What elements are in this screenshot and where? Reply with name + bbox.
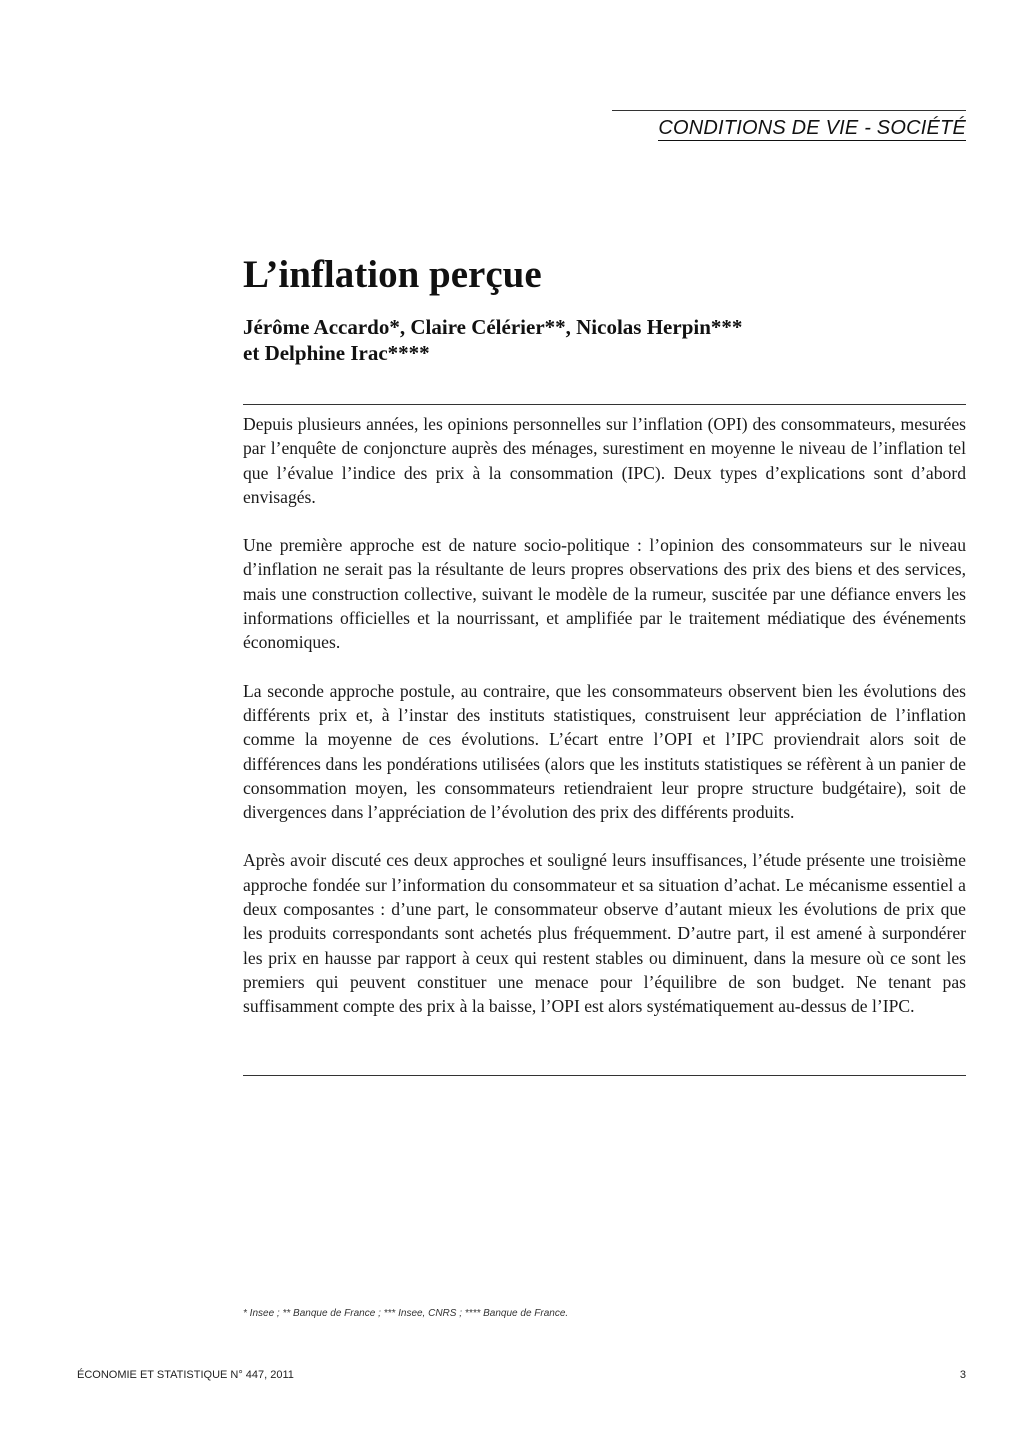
article-title: L’inflation perçue <box>243 253 542 296</box>
author-list <box>243 314 742 366</box>
journal-footer: ÉCONOMIE ET STATISTIQUE N° 447, 2011 <box>77 1369 294 1381</box>
authors-line-2: et Delphine Irac**** <box>243 341 430 365</box>
authors-line-1: Jérôme Accardo*, Claire Célérier**, Nicolas Herpin*** <box>243 315 743 339</box>
abstract-paragraph: Une première approche est de nature socio-politique : l’opinion des consommateurs sur le niveau d’inflation ne serait pas la résultante de leurs propres observations des prix des biens et des services, mais une construction collective, suivant le modèle de la rumeur, suscitée par une défiance envers les informations officielles et la nourrissant, et amplifiée par le traitement médiatique des événements économiques. <box>243 535 966 653</box>
rubric-label: CONDITIONS DE VIE - SOCIÉTÉ <box>658 117 966 139</box>
abstract-box <box>243 404 966 1076</box>
page-number: 3 <box>959 1369 966 1381</box>
author-affiliations-footnote: * Insee ; ** Banque de France ; *** Insee, CNRS ; **** Banque de France. <box>243 1308 569 1319</box>
abstract-paragraph: La seconde approche postule, au contraire, que les consommateurs observent bien les évolutions des différents prix et, à l’instar des instituts statistiques, construisent leur appréciation de l’inflation comme la moyenne de ces évolutions. L’écart entre l’OPI et l’IPC proviendrait alors soit de différences dans les pondérations utilisées (alors que les instituts statistiques se réfèrent à un panier de consommation moyen, les consommateurs retiendraient leur propre structure budgétaire), soit de divergences dans l’appréciation de l’évolution des prix des différents produits. <box>243 680 966 823</box>
abstract-paragraph: Depuis plusieurs années, les opinions personnelles sur l’inflation (OPI) des consommateurs, mesurées par l’enquête de conjoncture auprès des ménages, surestiment en moyenne le niveau de l’inflation tel que l’évalue l’indice des prix à la consommation (IPC). Deux types d’explications sont d’abord envisagés. <box>243 414 966 507</box>
section-rubric <box>612 110 966 140</box>
abstract-paragraph: Après avoir discuté ces deux approches et souligné leurs insuffisances, l’étude présente une troisième approche fondée sur l’information du consommateur et sa situation d’achat. Le mécanisme essentiel a deux composantes : d’une part, le consommateur observe d’autant mieux les évolutions de prix que les produits correspondants sont achetés plus fréquemment. D’autre part, il est amené à surpondérer les prix en hausse par rapport à ceux qui restent stables ou diminuent, dans la mesure où ce sont les premiers qui peuvent constituer une menace pour l’équilibre de son budget. Ne tenant pas suffisamment compte des prix à la baisse, l’OPI est alors systématiquement au-dessus de l’IPC. <box>243 850 966 1017</box>
